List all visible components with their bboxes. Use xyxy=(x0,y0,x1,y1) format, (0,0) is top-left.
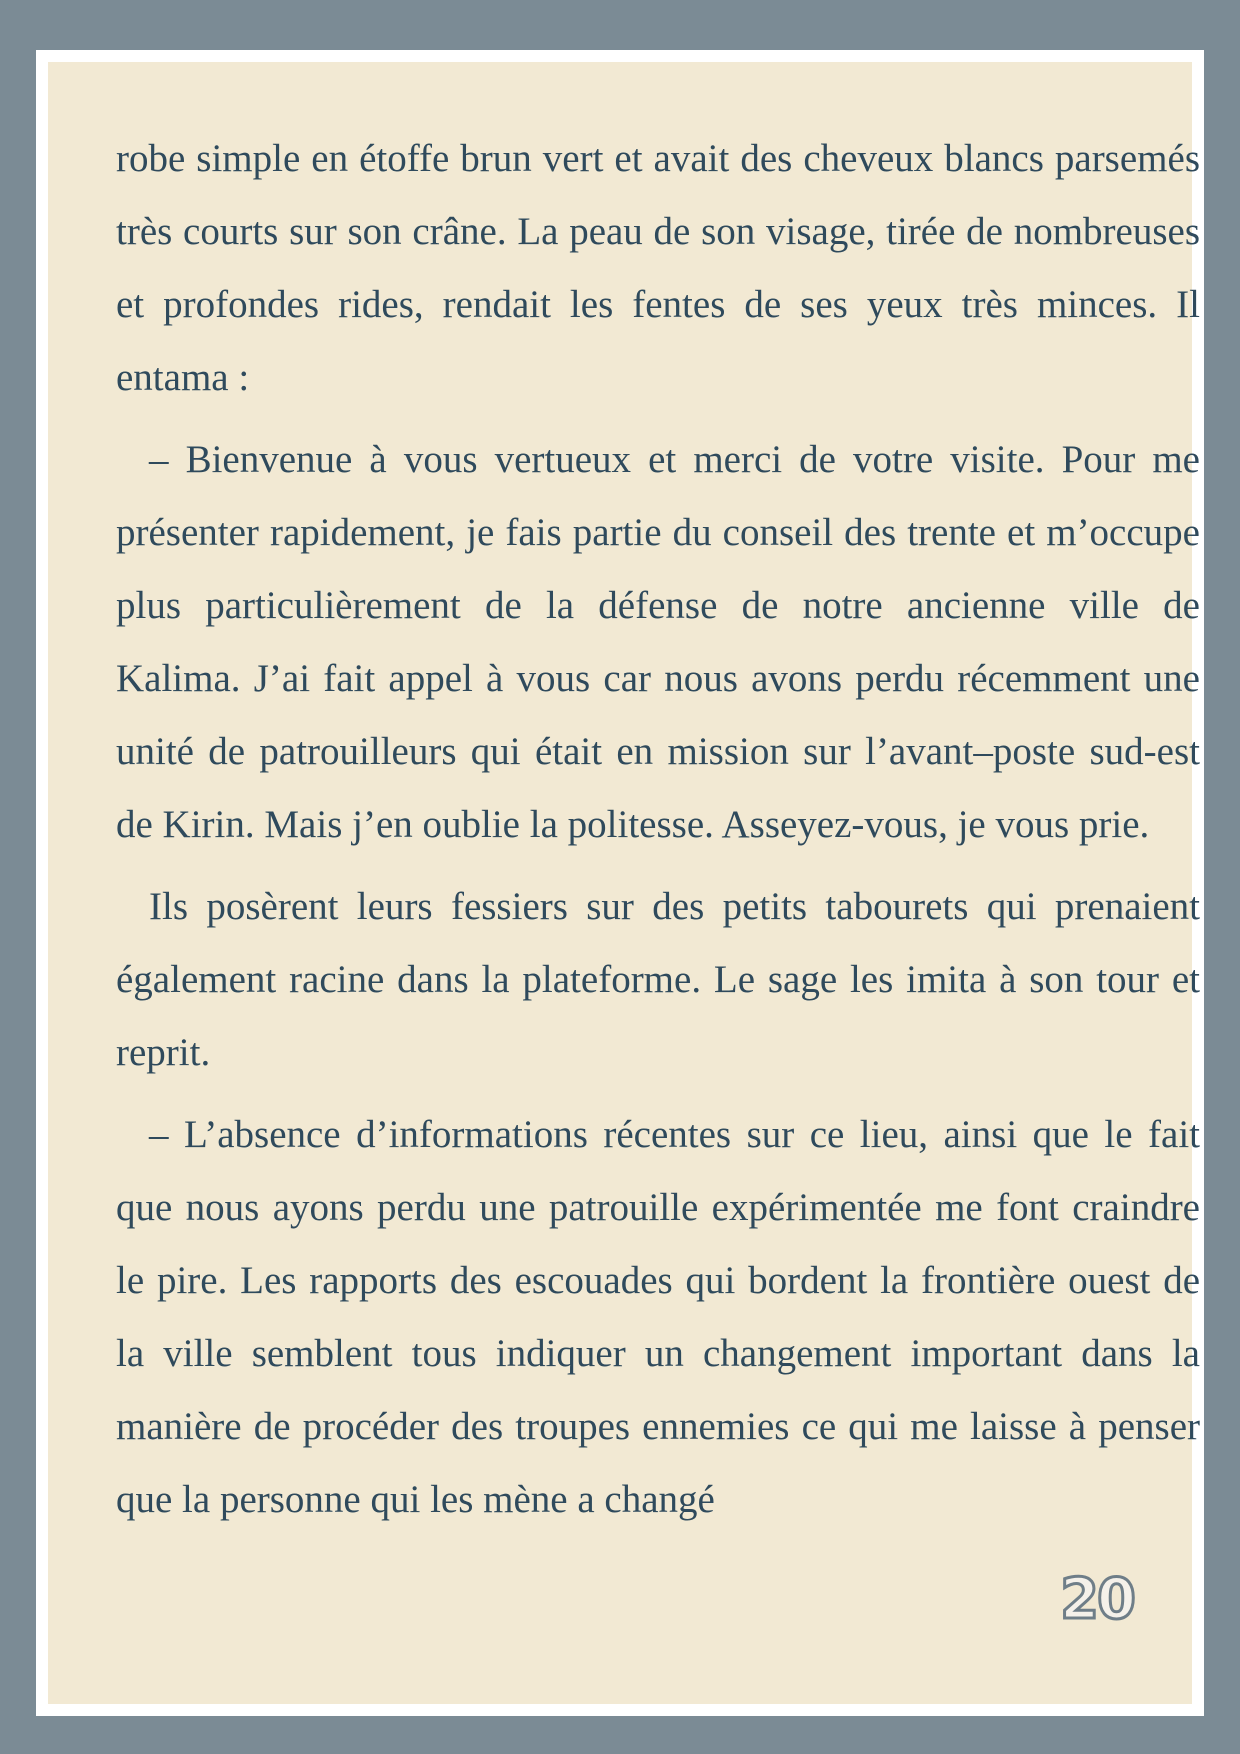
paragraph-2: – Bienvenue à vous vertueux et merci de votre visite. Pour me présenter rapidement, je fais partie du conseil des trente et m’occupe plus particulièrement de la défense de notre ancienne ville de Kalima. J’ai fait appel à vous car nous avons perdu récemment une unité de patrouilleurs qui était en mission sur l’avant–poste sud-est de Kirin. Mais j’en oublie la politesse. Asseyez-vous, je vous prie. xyxy=(116,438,1200,846)
paragraph-3: Ils posèrent leurs fessiers sur des petits tabourets qui prenaient également racine dans la plateforme. Le sage les imita à son tour et reprit. xyxy=(116,885,1200,1074)
page-number: 20 xyxy=(1060,1567,1134,1632)
paragraph-1: robe simple en étoffe brun vert et avait des cheveux blancs parsemés très courts sur son crâne. La peau de son visage, tirée de nombreuses et profondes rides, rendait les fentes de ses yeux très minces. Il entama : xyxy=(116,137,1200,399)
page-paper xyxy=(48,62,1200,1704)
body-text xyxy=(116,122,1200,1545)
paragraph-4: – L’absence d’informations récentes sur ce lieu, ainsi que le fait que nous ayons perdu une patrouille expérimentée me font craindre le pire. Les rapports des escouades qui bordent la frontière ouest de la ville semblent tous indiquer un changement important dans la manière de procéder des troupes ennemies ce qui me laisse à penser que la personne qui les mène a changé xyxy=(116,1113,1200,1521)
